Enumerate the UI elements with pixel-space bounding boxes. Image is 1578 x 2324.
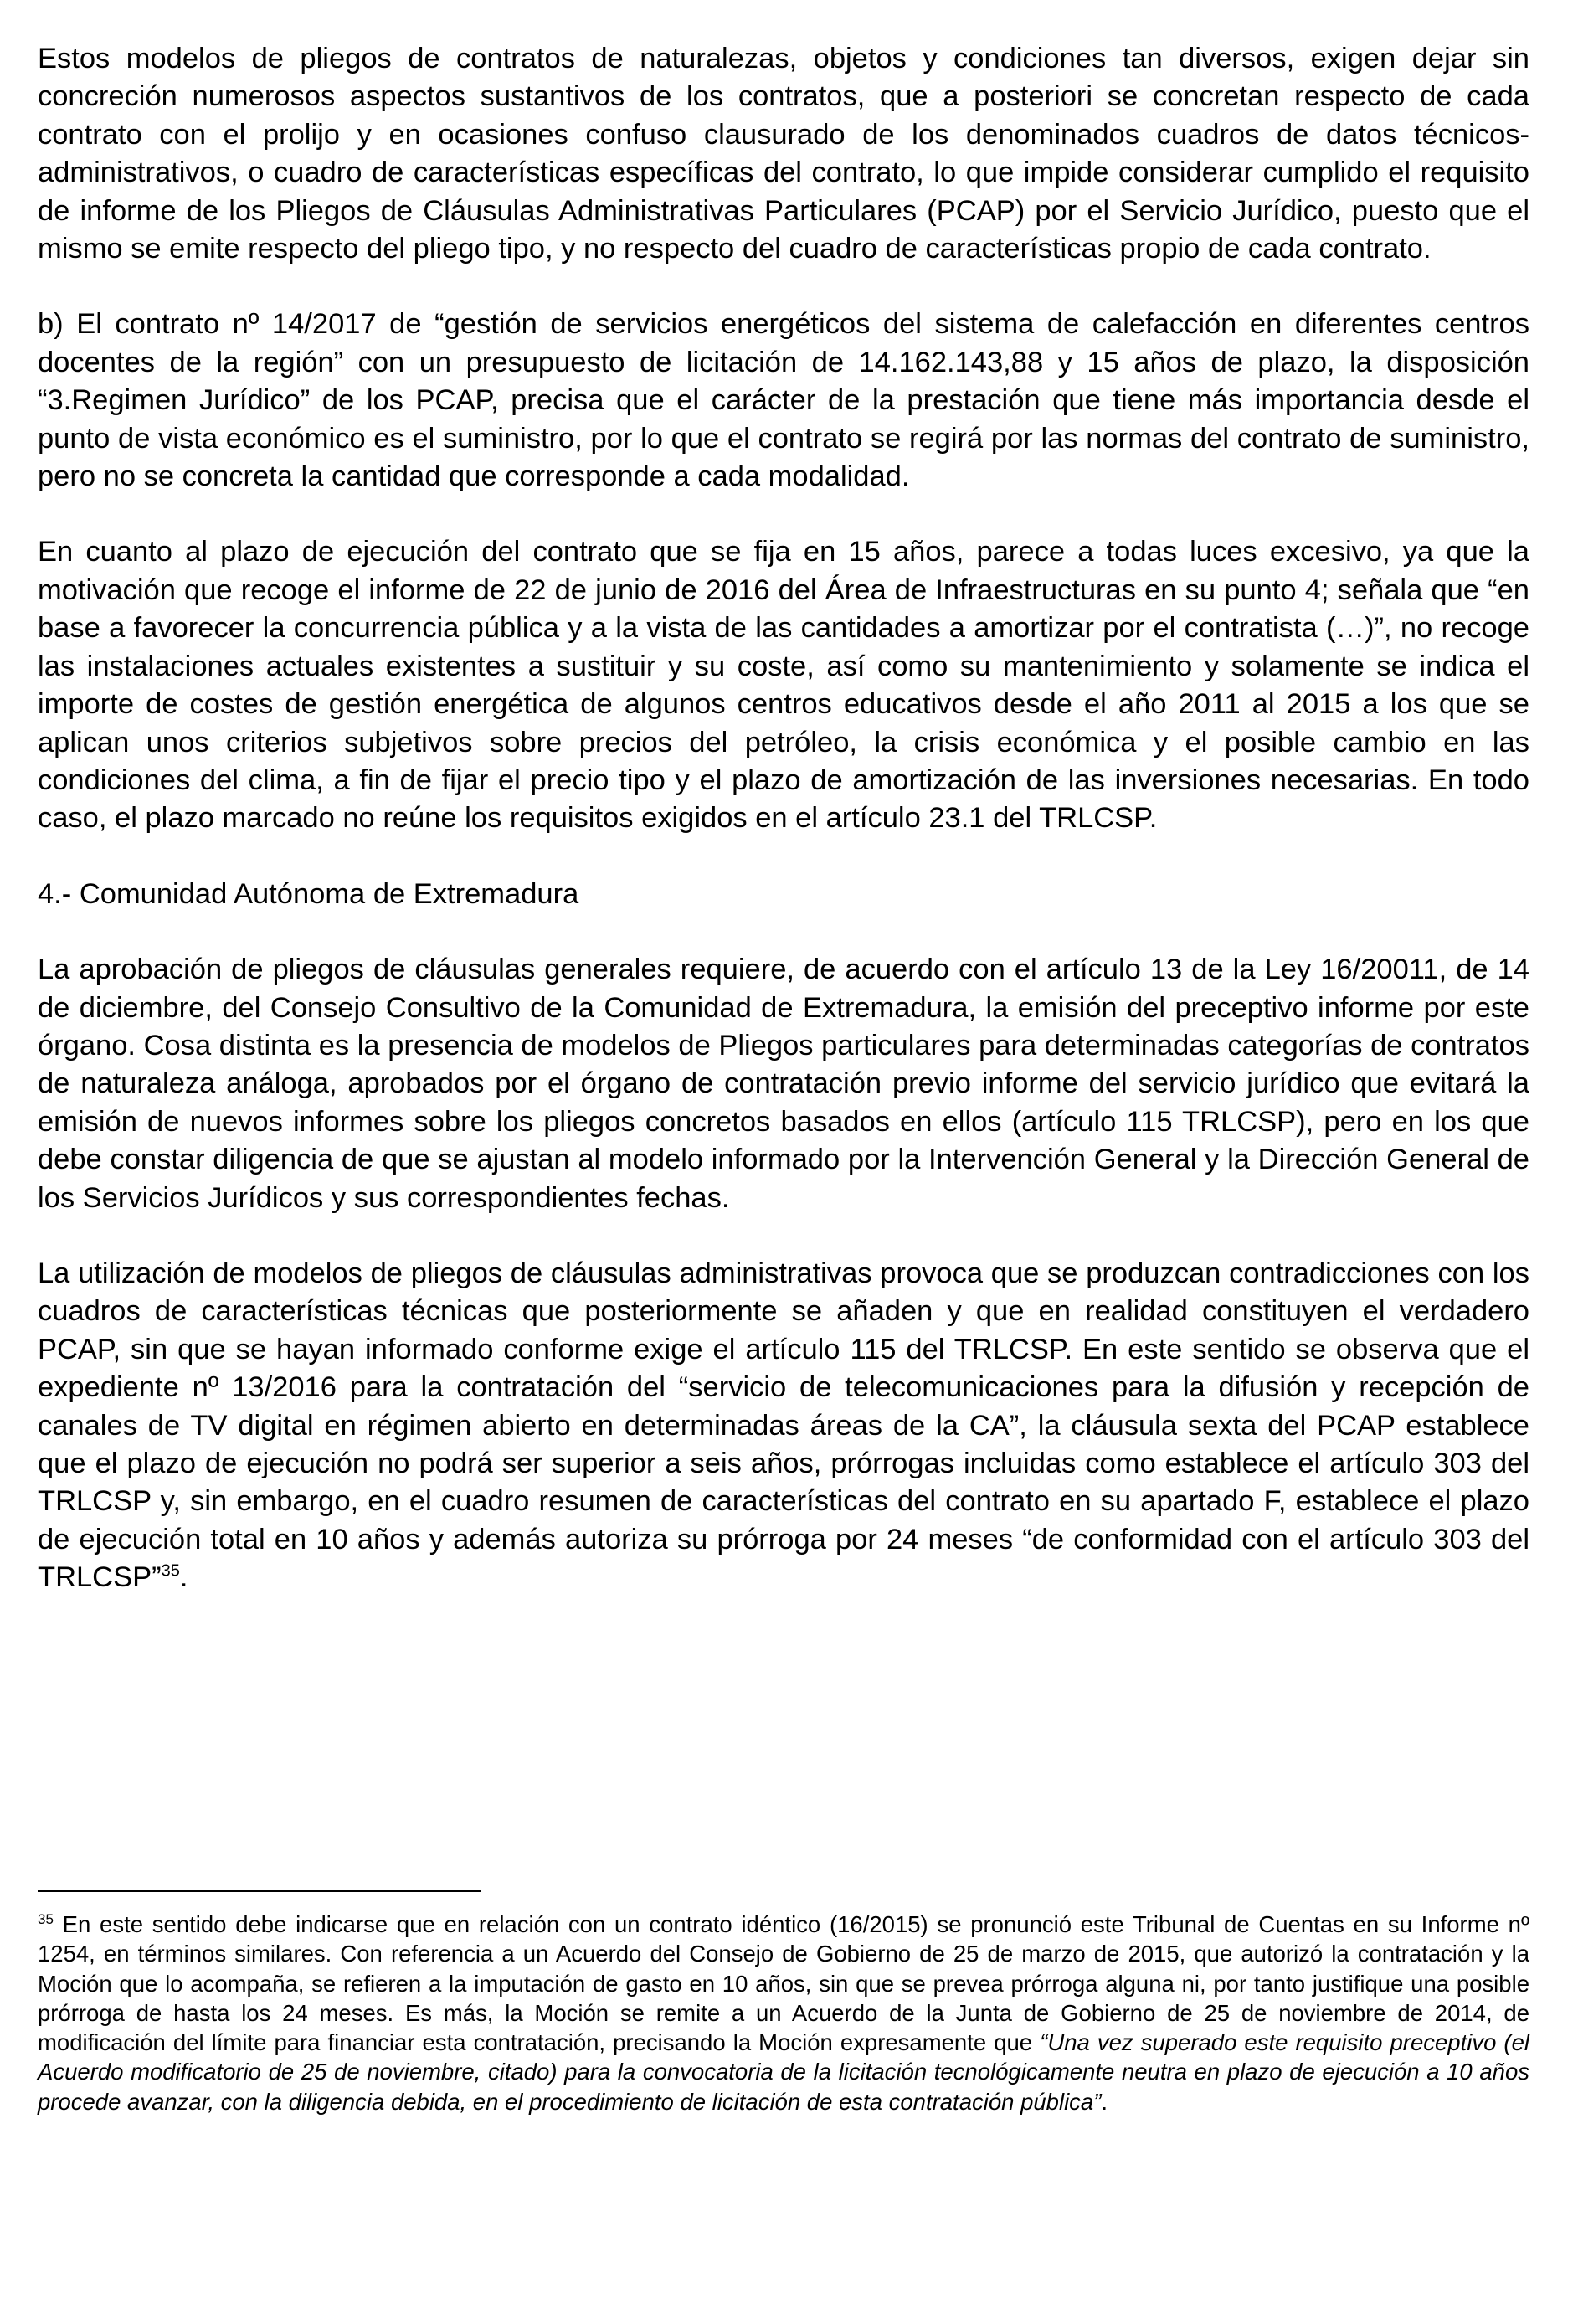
footnote-35 [38, 1910, 1529, 2116]
paragraph-plazo-ejecucion: En cuanto al plazo de ejecución del contrato que se fija en 15 años, parece a todas luces excesivo, ya que la motivación que recoge el informe de 22 de junio de 2016 del Área de Infraestructuras en su punto 4; señala que “en base a favorecer la concurrencia pública y a la vista de las cantidades a amortizar por el contratista (…)”, no recoge las instalaciones actuales existentes a sustituir y su coste, así como su mantenimiento y solamente se indica el importe de costes de gestión energética de algunos centros educativos desde el año 2011 al 2015 a los que se aplican unos criterios subjetivos sobre precios del petróleo, la crisis económica y el posible cambio en las condiciones del clima, a fin de fijar el precio tipo y el plazo de amortización de las inversiones necesarias. En todo caso, el plazo marcado no reúne los requisitos exigidos en el artículo 23.1 del TRLCSP. [38, 536, 1529, 835]
paragraph-pliegos-generales: La aprobación de pliegos de cláusulas generales requiere, de acuerdo con el artículo 13 de la Ley 16/20011, de 14 de diciembre, del Consejo Consultivo de la Comunidad de Extremadura, la emisión del preceptivo informe por este órgano. Cosa distinta es la presencia de modelos de Pliegos particulares para determinadas categorías de contratos de naturaleza análoga, aprobados por el órgano de contratación previo informe del servicio jurídico que evitará la emisión de nuevos informes sobre los pliegos concretos basados en ellos (artículo 115 TRLCSP), pero en los que debe constar diligencia de que se ajustan al modelo informado por la Intervención General y la Dirección General de los Servicios Jurídicos y sus correspondientes fechas. [38, 954, 1529, 1214]
paragraph-pliegos-tipo: Estos modelos de pliegos de contratos de naturalezas, objetos y condiciones tan diversos, exigen dejar sin concreción numerosos aspectos sustantivos de los contratos, que a posteriori se concretan respecto de cada contrato con el prolijo y en ocasiones confuso clausurado de los denominados cuadros de datos técnicos- administrativos, o cuadro de características específicas del contrato, lo que impide considerar cumplido el requisito de informe de los Pliegos de Cláusulas Administrativas Particulares (PCAP) por el Servicio Jurídico, puesto que el mismo se emite respecto del pliego tipo, y no respecto del cuadro de características propio de cada contrato. [38, 43, 1529, 265]
footnote-quote: “Una vez superado este requisito preceptivo (el Acuerdo modificatorio de 25 de noviembre, citado) para la convocatoria de la licitación tecnológicamente neutra en plazo de ejecución a 10 años procede avanzar, con la diligencia debida, en el procedimiento de licitación de esta contratación pública” [38, 2029, 1529, 2115]
footnote-end: . [1101, 2088, 1108, 2115]
paragraph-text: La utilización de modelos de pliegos de cláusulas administrativas provoca que se produzcan contradicciones con los cuadros de características técnicas que posteriormente se añaden y que en realidad constituyen el verdadero PCAP, sin que se hayan informado conforme exige el artículo 115 del TRLCSP. En este sentido se observa que el expediente nº 13/2016 para la contratación del “servicio de telecomunicaciones para la difusión y recepción de canales de TV digital en régimen abierto en determinadas áreas de la CA”, la cláusula sexta del PCAP establece que el plazo de ejecución no podrá ser superior a seis años, prórrogas incluidas como establece el artículo 303 del TRLCSP y, sin embargo, en el cuadro resumen de características del contrato en su apartado F, establece el plazo de ejecución total en 10 años y además autoriza su prórroga por 24 meses “de conformidad con el artículo 303 del TRLCSP” [38, 1257, 1529, 1594]
paragraph-end-punctuation: . [179, 1561, 188, 1594]
footnote-number: 35 [38, 1910, 54, 1927]
footnote-reference: 35 [161, 1561, 180, 1581]
footnote-separator [38, 1890, 481, 1892]
footnote-text: En este sentido debe indicarse que en relación con un contrato idéntico (16/2015) se pronunció este Tribunal de Cuentas en su Informe nº 1254, en términos similares. Con referencia a un Acuerdo del Consejo de Gobierno de 25 de marzo de 2015, que autorizó la contratación y la Moción que lo acompaña, se refieren a la imputación de gasto en 10 años, sin que se prevea prórroga alguna ni, por tanto justifique una posible prórroga de hasta los 24 meses. Es más, la Moción se remite a un Acuerdo de la Junta de Gobierno de 25 de noviembre de 2014, de modificación del límite para financiar esta contratación, precisando la Moción expresamente que [38, 1911, 1529, 2056]
paragraph-modelos-pliegos [38, 1255, 1529, 1597]
paragraph-contrato-14-2017: b) El contrato nº 14/2017 de “gestión de servicios energéticos del sistema de calefacción en diferentes centros docentes de la región” con un presupuesto de licitación de 14.162.143,88 y 15 años de plazo, la disposición “3.Regimen Jurídico” de los PCAP, precisa que el carácter de la prestación que tiene más importancia desde el punto de vista económico es el suministro, por lo que el contrato se regirá por las normas del contrato de suministro, pero no se concreta la cantidad que corresponde a cada modalidad. [38, 308, 1529, 493]
document-body [38, 40, 1529, 1635]
section-heading-extremadura: 4.- Comunidad Autónoma de Extremadura [38, 877, 579, 910]
